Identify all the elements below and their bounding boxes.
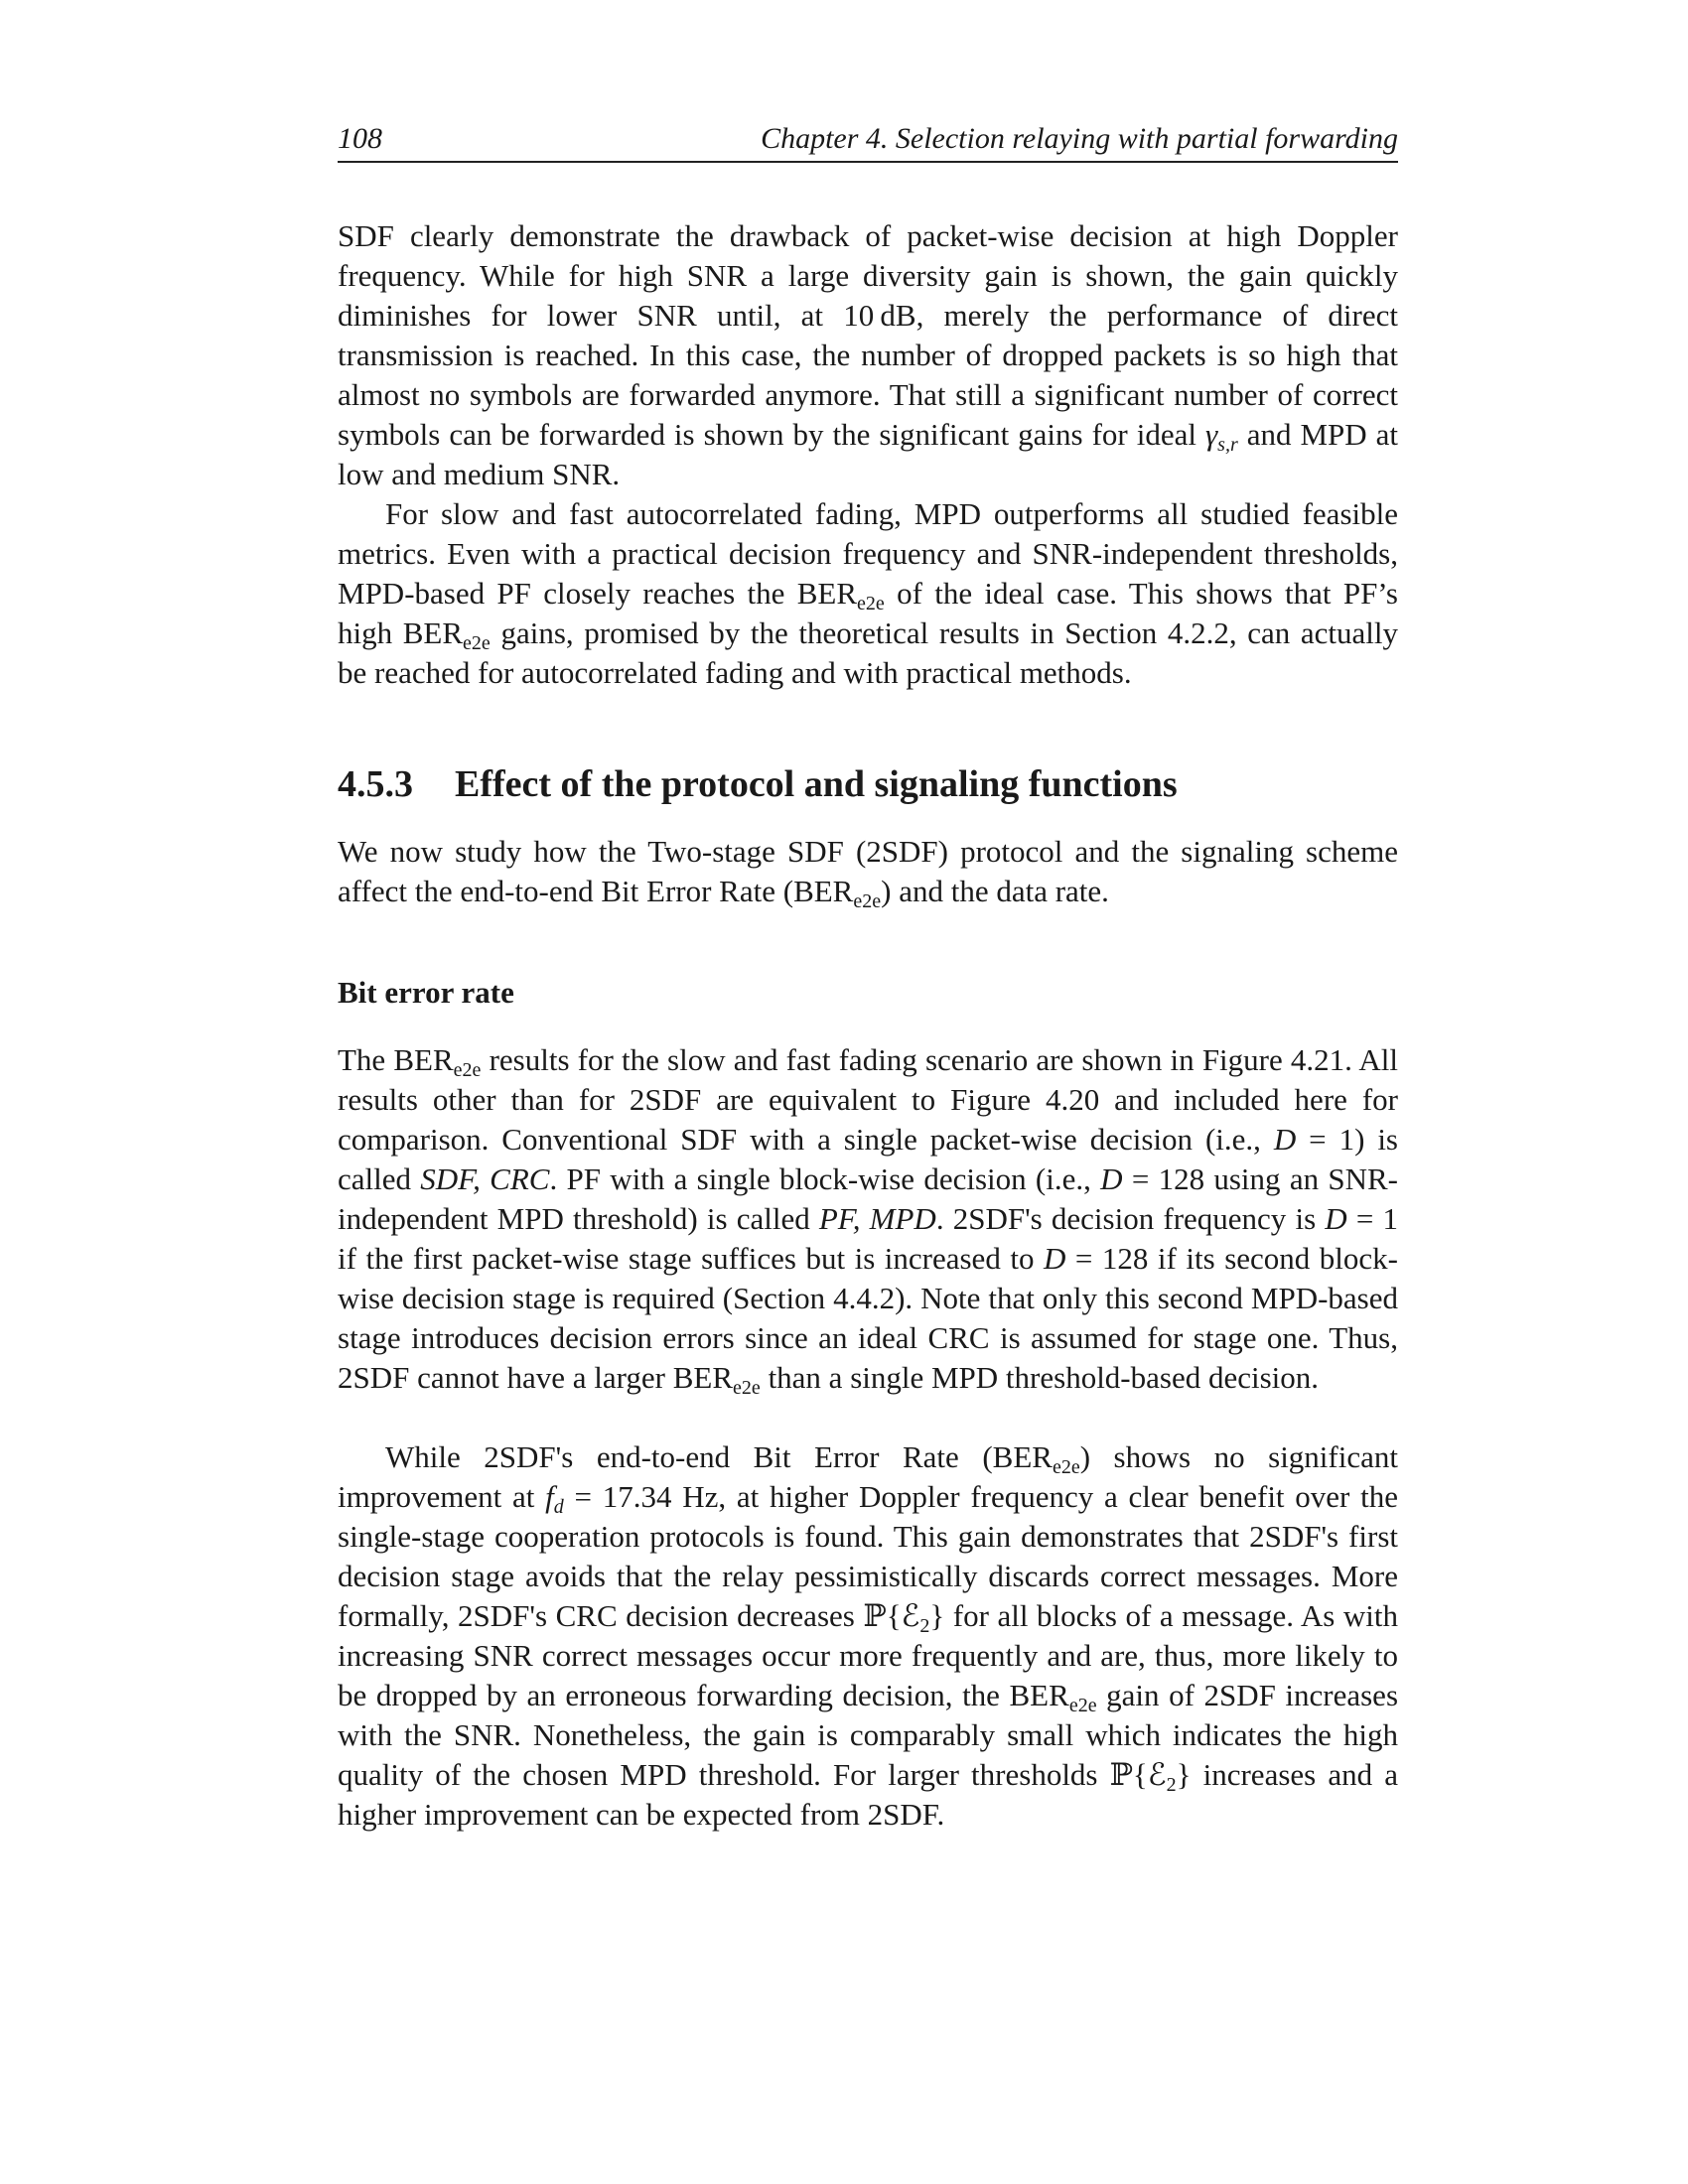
section-heading bbox=[338, 762, 1398, 806]
text-run: ) shows no significant improvement at bbox=[338, 1439, 1398, 1514]
subscript: 2 bbox=[919, 1615, 930, 1637]
subsection-heading: Bit error rate bbox=[338, 975, 514, 1010]
subscript: e2e bbox=[453, 1059, 482, 1081]
page-number: 108 bbox=[338, 122, 382, 155]
intro-text-a: We now study how the Two-stage SDF (2SDF) protocol and the signaling scheme affect the end-to-end Bit Error Rate (BER bbox=[338, 834, 1398, 908]
math-var: f bbox=[545, 1479, 554, 1514]
scheme-name: PF, MPD bbox=[818, 1201, 936, 1236]
math-var: D bbox=[1325, 1201, 1347, 1236]
text-run: = 128 if its second block-wise decision stage is required (Section 4.4.2). Note that only this second MPD-based stage introduces decision errors since an ideal CRC is assumed for stage one. Thus, 2SDF cannot have a larger BER bbox=[338, 1241, 1398, 1395]
text-run: } increases and a higher improvement can be expected from 2SDF. bbox=[338, 1757, 1398, 1832]
text-run: = 128 using an SNR-independent MPD threshold) is called bbox=[338, 1161, 1398, 1236]
text-run: than a single MPD threshold-based decision. bbox=[760, 1360, 1320, 1395]
text-run: . PF with a single block-wise decision (i.e., bbox=[549, 1161, 1101, 1196]
paragraph-ber-results bbox=[338, 1040, 1398, 1398]
paragraph-sdf-drawback: SDF clearly demonstrate the drawback of packet-wise decision at high Doppler frequency. While for high SNR a large diversity gain is shown, the gain quickly diminishes for lower SNR until, at 10 dB, merely the performance of direct transmission is reached. In this case, the number of dropped packets is so high that almost no symbols are forwarded anymore. That still a significant number of correct symbols can be forwarded is shown by the significant gains for ideal $\gamma_{s,r}$ and MPD at low and medium SNR. bbox=[338, 218, 1398, 491]
paragraph-mpd-outperforms: For slow and fast autocorrelated fading, MPD outperforms all studied feasible metrics. Even with a practical decision frequency and SNR-independent thresholds, MPD-based PF closely reaches the $BER_{e2e}$ of the ideal case. This shows that PF’s high $BER_{e2e}$ gains, promised by the theoretical results in Section 4.2.2, can actually be reached for autocorrelated fading and with practical methods. bbox=[338, 496, 1398, 690]
subscript: e2e bbox=[1052, 1456, 1080, 1478]
math-var: D bbox=[1273, 1122, 1297, 1157]
section-intro bbox=[338, 832, 1398, 911]
header-rule bbox=[338, 161, 1398, 163]
text-run: = 1 if the first packet-wise stage suffices but is increased to bbox=[338, 1201, 1398, 1276]
paragraph-2sdf-gain bbox=[338, 1437, 1398, 1835]
math-var: D bbox=[1100, 1161, 1123, 1196]
subscript: e2e bbox=[1068, 1695, 1097, 1716]
text-run: The BER bbox=[338, 1042, 454, 1077]
text-run: results for the slow and fast fading scenario are shown in Figure 4.21. All results other than for 2SDF are equivalent to Figure 4.20 and included here for comparison. Conventional SDF with a single packet-wise decision (i.e., bbox=[338, 1042, 1398, 1157]
text-run: = 17.34 Hz, at higher Doppler frequency a clear benefit over the single-stage cooperation protocols is found. This gain demonstrates that 2SDF's first decision stage avoids that the relay pessimistically discards correct messages. More formally, 2SDF's CRC decision decreases ℙ{ℰ bbox=[338, 1479, 1398, 1633]
intro-text-b: ) and the data rate. bbox=[881, 874, 1109, 908]
section-title: Effect of the protocol and signaling functions bbox=[455, 763, 1178, 805]
chapter-title: Chapter 4. Selection relaying with partial forwarding bbox=[761, 122, 1398, 155]
section-number: 4.5.3 bbox=[338, 763, 413, 805]
text-run: . 2SDF's decision frequency is bbox=[935, 1201, 1326, 1236]
text-run: } for all blocks of a message. As with increasing SNR correct messages occur more frequently and are, thus, more likely to be dropped by an erroneous forwarding decision, the BER bbox=[338, 1598, 1399, 1712]
subscript: d bbox=[553, 1496, 564, 1518]
text-run: While 2SDF's end-to-end Bit Error Rate (BER bbox=[385, 1439, 1053, 1474]
intro-sub: e2e bbox=[853, 890, 882, 912]
subscript: e2e bbox=[733, 1377, 761, 1399]
text-run: gain of 2SDF increases with the SNR. Nonetheless, the gain is comparably small which indicates the high quality of the chosen MPD threshold. For larger thresholds ℙ{ℰ bbox=[338, 1678, 1399, 1792]
math-var: D bbox=[1043, 1241, 1066, 1276]
scheme-name: SDF, CRC bbox=[420, 1161, 550, 1196]
subscript: 2 bbox=[1166, 1774, 1177, 1796]
text-run: = 1) is called bbox=[338, 1122, 1398, 1196]
